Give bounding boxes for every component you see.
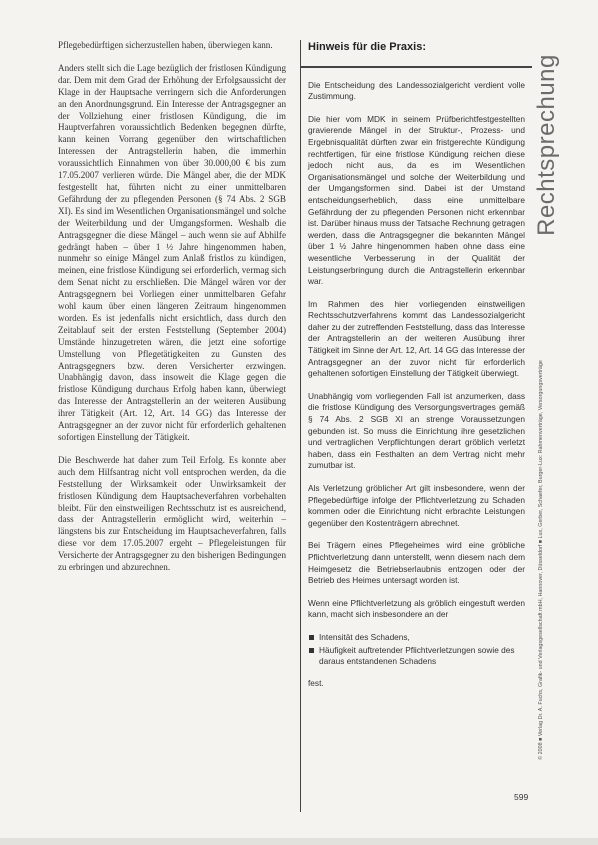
heading-divider — [301, 66, 532, 68]
right-paragraph-1: Die Entscheidung des Landessozialgericht verdient volle Zustimmung. — [308, 79, 525, 102]
criteria-list — [308, 632, 525, 668]
page-bottom-edge — [0, 838, 598, 845]
copyright-notice — [534, 360, 548, 760]
practice-note-box — [300, 40, 525, 812]
left-text-column — [58, 40, 286, 585]
right-paragraph-2: Die hier vom MDK in seinem Prüfberichtfestgestellten gravierende Mängel in der Struktur-, Prozess- und Ergebnisqualität dürften zwar ein fristgerechte Kündigung rechtfertigen, für eine fristlose Kündigung reichen diese jedoch nicht aus, da es im Wesentlichen Organisationsmängel und solche der Weiterbildung und der Umgangsformen sind. Dabei ist der Umstand entscheidungserheblich, dass eine unmittelbare Gefährdung der zu pflegenden Personen nicht erkennbar ist. Darüber hinaus muss der Tatsache Rechnung getragen werden, dass die Antragsgegner die bekannten Mängel über 1 ½ Jahre hingenommen haben ohne dass eine wesentliche Verbesserung in der Qualität der Leistungserbringung durch die Antragstellerin erkennbar war. — [308, 113, 525, 287]
practice-note-heading: Hinweis für die Praxis: — [308, 41, 426, 53]
right-paragraph-3: Im Rahmen des hier vorliegenden einstweiligen Rechtsschutzverfahrens kommt das Landessozialgericht daher zu der zutreffenden Feststellung, dass das Interesse der Antragstellerin an der weiteren Ausübung ihrer Tätigkeit im Sinne der Art. 12, Art. 14 GG das Interesse der Antragsgegner an der zuvor nicht für erforderlich gehaltenen sofortigen Einstellung der Tätigkeit überwiegt. — [308, 298, 525, 379]
left-paragraph-1: Pflegebedürftigen sicherzustellen haben, überwiegen kann. — [58, 40, 273, 50]
right-paragraph-4: Unabhängig vom vorliegenden Fall ist anzumerken, dass die fristlose Kündigung des Versorgungsvertrages gemäß § 74 Abs. 2 SGB XI an strenge Voraussetzungen gebunden ist. So muss die Einrichtung ihre gesetzlichen und vertraglichen Verpflichtungen derart gröblich verletzt haben, dass ein Festhalten an dem Vertrag nicht mehr zumutbar ist. — [308, 390, 525, 471]
criteria-item-1: Intensität des Schadens, — [308, 632, 525, 644]
copyright-text: © 2008 ■ Verlag Dr. A. Fuchs, Grafik- und Verlagsgesellschaft mbH, Hannover, Düsseldorf ■ Lux, Gerber, Schaefer, Burger-Lux: Rahmenverträge, Versorgungsverträge — [538, 360, 544, 760]
criteria-item-2: Häufigkeit auftretender Pflichtverletzungen sowie des daraus entstandenen Schadens — [308, 645, 525, 668]
section-title — [532, 40, 562, 250]
left-paragraph-3: Die Beschwerde hat daher zum Teil Erfolg. Es konnte aber auch dem Hilfsantrag nicht voll entsprochen werden, da die Feststellung der Wirksamkeit oder Unwirksamkeit der fristlosen Kündigung dem Hauptsacheverfahren vorbehalten bleibt. Für den einstweiligen Rechtsschutz ist es ausreichend, dass der Antragstellerin ermöglicht wird, weiterhin – längstens bis zur Entscheidung im Hauptsacheverfahren, falls diese vor dem 17.05.2007 ergeht – Pflegeleistungen für Versicherte der Antragsgegner zu den bisherigen Bedingungen zu erbringen und abzurechnen. — [58, 454, 286, 573]
right-paragraph-5: Als Verletzung gröblicher Art gilt insbesondere, wenn der Pflegebedürftige infolge der Pflichtverletzung zu Schaden kommen oder die Einrichtung nicht erbrachte Leistungen gegenüber den Kostenträgern abrechnet. — [308, 483, 525, 528]
section-title-text: Rechtsprechung — [533, 54, 560, 236]
left-paragraph-2: Anders stellt sich die Lage bezüglich der fristlosen Kündigung dar. Dem mit dem Grad der Erhöhung der Erfolgsaussicht der Klage in der Hauptsache verringern sich die Anforderungen an den Anordnungsgrund. Ein Interesse der Antragsgegner an der Vollziehung einer fristlosen Kündigung, die im Hauptverfahren voraussichtlich Bedenken begegnen dürfte, kann keinen Vorrang gegenüber den wirtschaftlichen Interessen der Antragstellerin haben, die immerhin voraussichtlich Einnahmen von über 30.000,00 € bis zum 17.05.2007 verlieren würde. Die Mängel aber, die der MDK festgestellt hat, führten nicht zu einer unmittelbaren Gefährdung der zu pflegenden Personen (§ 74 Abs. 2 SGB XI). Es sind im Wesentlichen Organisationsmängel und solche der Weiterbildung und der Umgangsformen. Weshalb die Antragsgegner die diese Mängel – auch wenn sie auf Abhilfe gedrängt haben – über 1 ½ Jahre hingenommen haben, nunmehr so einige Mängel zum Anlaß fristlos zu kündigen, meinen, eine fristlose Kündigung sei erforderlich, vermag sich dem Senat nicht zu erschließen. Die Mängel wären vor der Antragsgegnern bei Vorliegen einer unmittelbaren Gefahr wohl kaum über einen längeren Zeitraum hingenommen worden. Es ist jedenfalls nicht ersichtlich, dass durch den Zeitablauf seit der ersten Feststellung (September 2004) Umstände hinzugetreten wären, die jetzt eine sofortige Umstellung von Pflegetätigkeiten zu Gunsten des Antragsgegners bzw. deren Versicherter erzwingen. Unabhängig davon, dass insoweit die Klage gegen die fristlose Kündigung durchaus Erfolg haben kann, überwiegt das Interesse der Antragstellerin an der weiteren Ausübung ihrer Tätigkeit (Art. 12, Art. 14 GG) das Interesse der Antragsgegner an der zuvor nicht für erforderlich gehaltenen sofortigen Einstellung der Tätigkeit. — [58, 62, 286, 442]
right-paragraph-7: Wenn eine Pflichtverletzung als gröblich eingestuft werden kann, macht sich insbesondere an der — [308, 597, 525, 620]
right-paragraph-6: Bei Trägern eines Pflegeheimes wird eine gröbliche Pflichtverletzung dann unterstellt, wenn diesem nach dem Heimgesetz die Betriebserlaubnis entzogen oder der Betrieb des Heimes untersagt worden ist. — [308, 540, 525, 586]
right-closing: fest. — [308, 677, 324, 688]
page-number: 599 — [514, 792, 529, 802]
